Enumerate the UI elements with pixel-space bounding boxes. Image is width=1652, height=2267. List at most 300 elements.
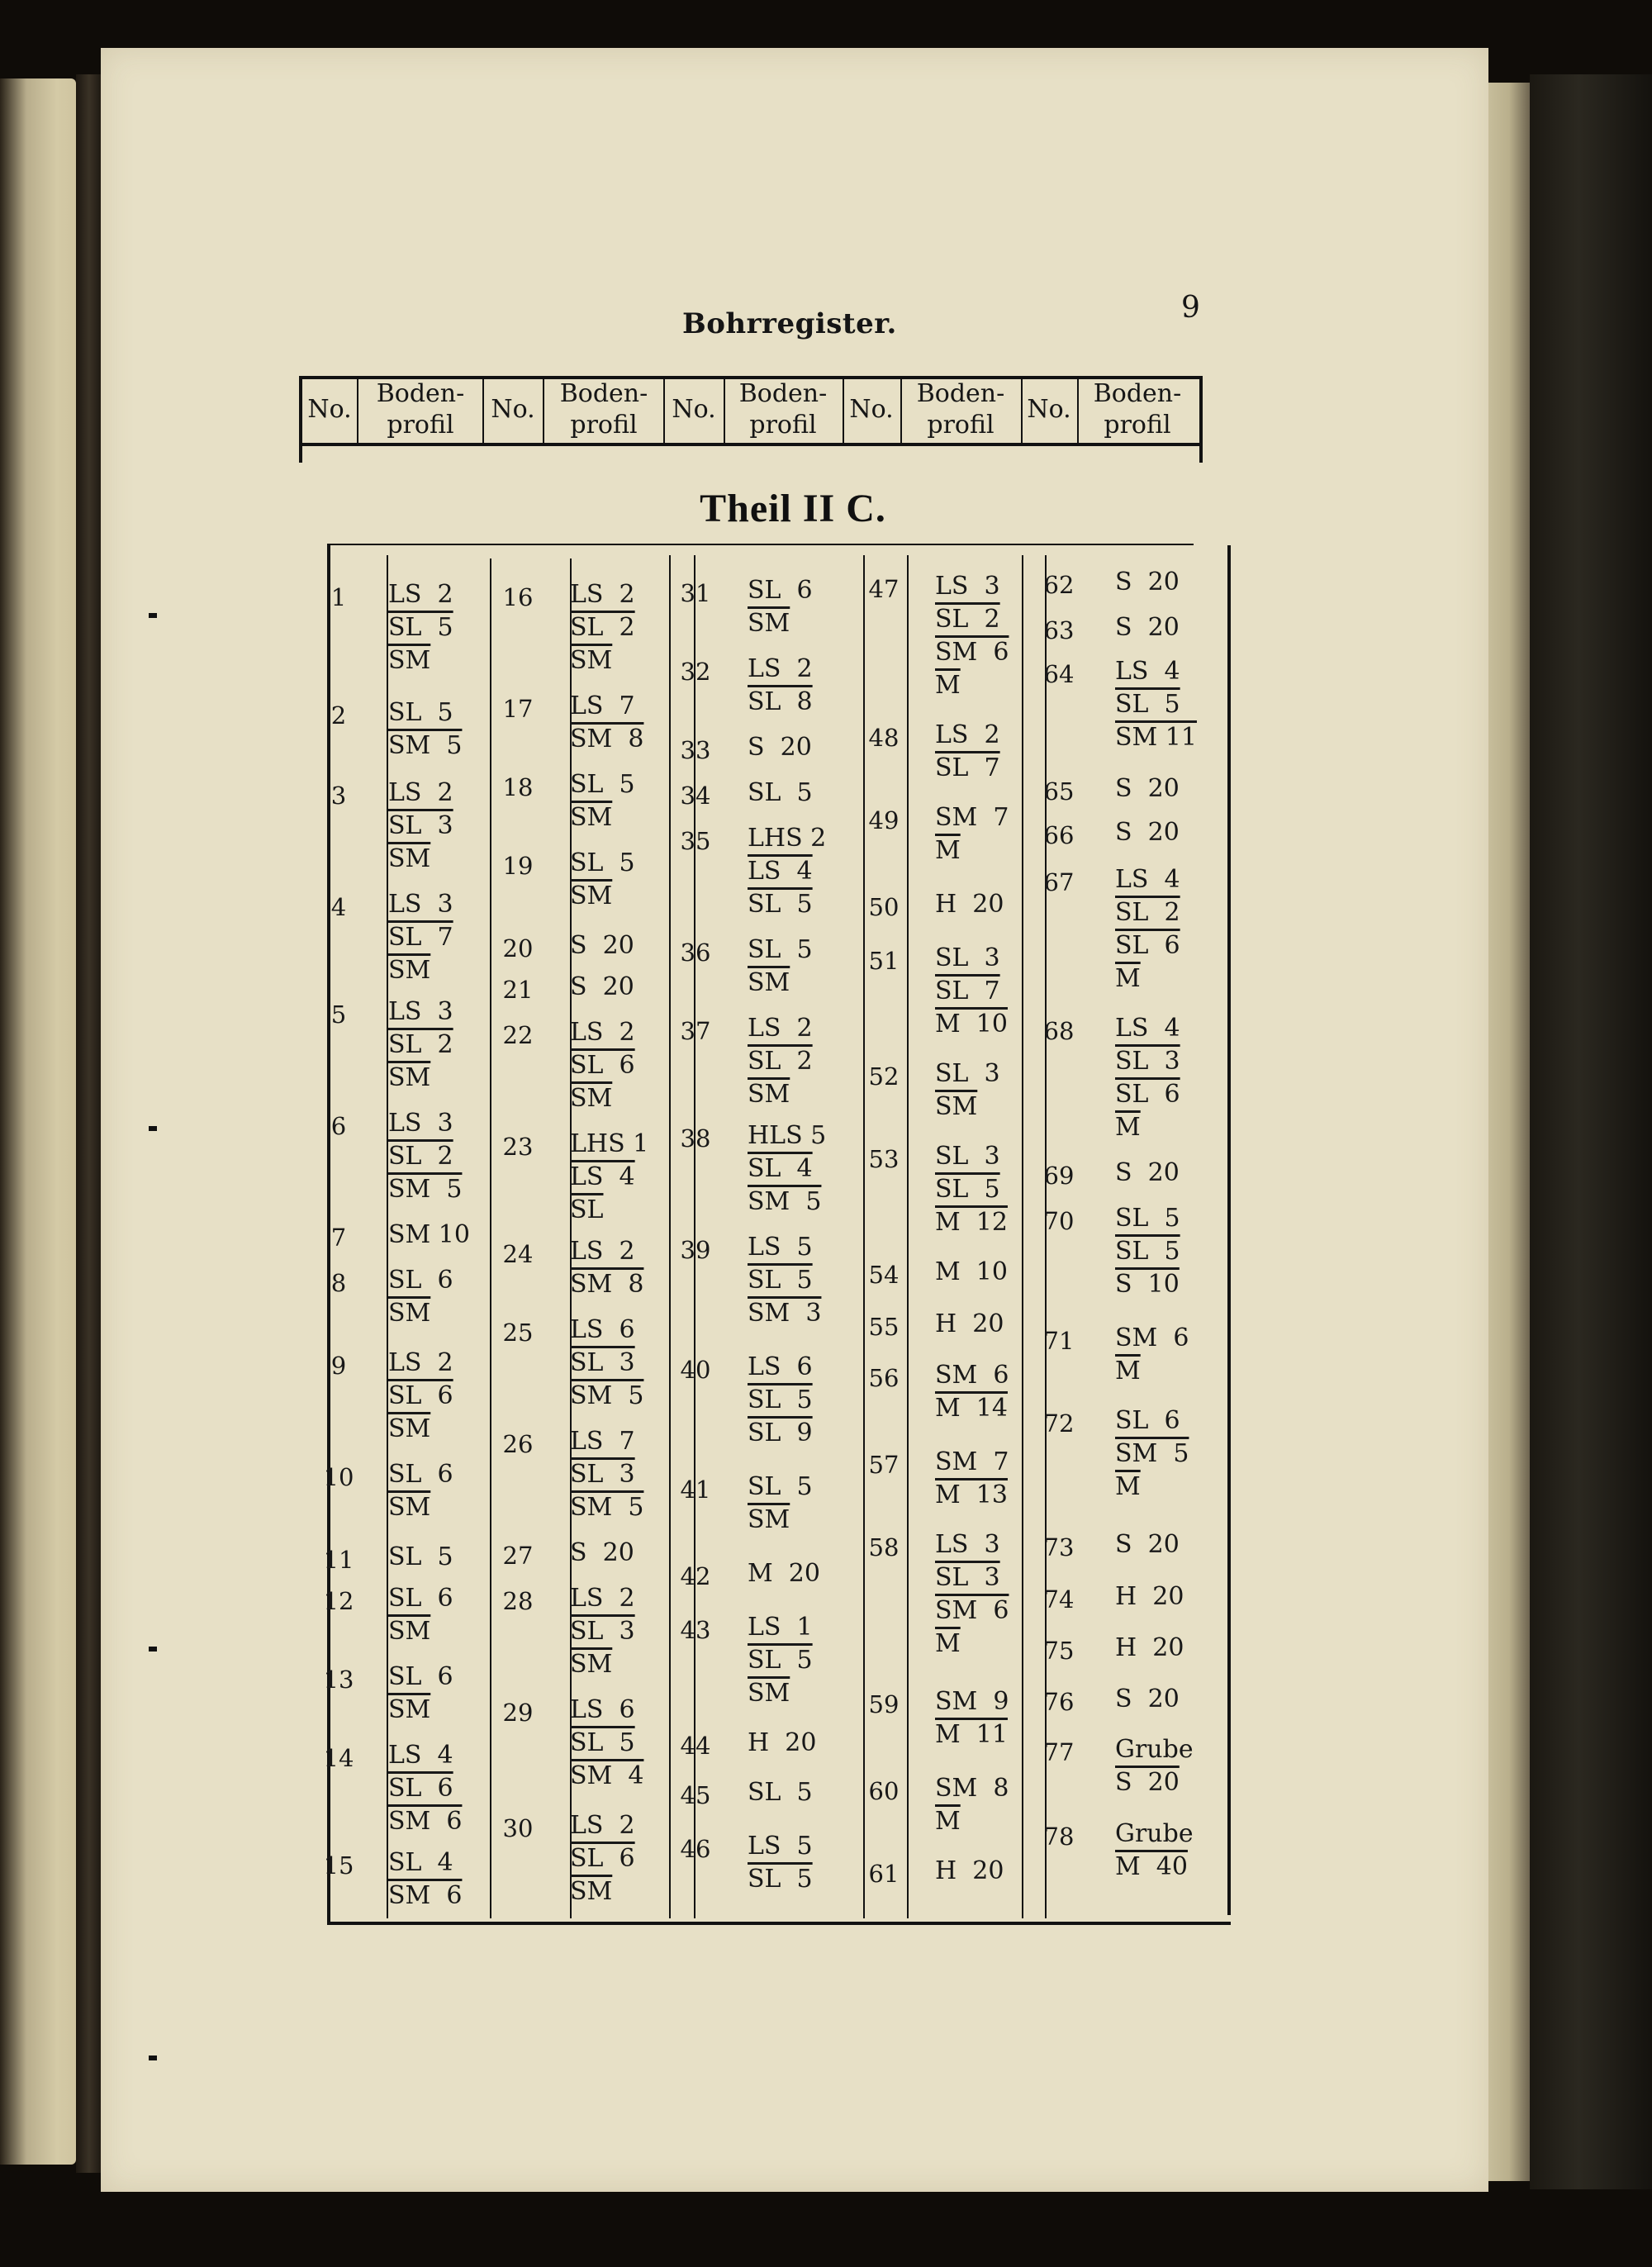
entry-profile bbox=[570, 1694, 643, 1793]
header-bodenprofil-1: Boden- profil bbox=[376, 379, 465, 440]
table-left-rule bbox=[299, 376, 302, 463]
header-bottom-rule bbox=[299, 443, 1199, 446]
profile-layer: H 20 bbox=[1115, 1582, 1184, 1611]
header-no-2: No. bbox=[491, 395, 535, 424]
entry-number: 47 bbox=[868, 575, 900, 603]
profile-layer: SL 5 bbox=[1115, 1204, 1180, 1233]
entry-profile bbox=[748, 1471, 813, 1537]
profile-layer: SM 11 bbox=[1115, 723, 1197, 752]
profile-layer: M 12 bbox=[935, 1208, 1008, 1237]
profile-layer: S 20 bbox=[1115, 1768, 1180, 1797]
entry-profile bbox=[388, 1661, 453, 1727]
profile-layer: SL 2 bbox=[935, 605, 1000, 634]
entry-profile bbox=[935, 1772, 1009, 1838]
entry-profile bbox=[570, 1809, 635, 1908]
profile-layer: SL 3 bbox=[935, 943, 1000, 972]
header-no-3: No. bbox=[672, 395, 716, 424]
entry-profile bbox=[570, 847, 635, 913]
entry-profile bbox=[748, 1776, 813, 1809]
entry-number: 64 bbox=[1043, 660, 1075, 688]
profile-layer: $\overline{SM}$ bbox=[388, 956, 431, 985]
entry-number: 61 bbox=[868, 1860, 900, 1888]
profile-layer: LS 1 bbox=[748, 1613, 813, 1642]
entry-number: 42 bbox=[680, 1562, 711, 1590]
profile-layer: H 20 bbox=[935, 890, 1004, 919]
entry-number: 53 bbox=[868, 1145, 900, 1173]
entry-number: 22 bbox=[502, 1021, 534, 1049]
profile-layer: SL 3 bbox=[570, 1348, 635, 1377]
profile-layer: SL 6 bbox=[388, 1266, 453, 1295]
profile-layer: LS 7 bbox=[570, 1427, 635, 1456]
profile-layer: LS 3 bbox=[935, 1530, 1000, 1559]
entry-profile bbox=[935, 1855, 1004, 1888]
header-no-1: No. bbox=[307, 395, 352, 424]
entry-profile bbox=[388, 888, 453, 987]
entry-profile bbox=[388, 1582, 453, 1648]
table-right-rule bbox=[1199, 376, 1203, 463]
entry-number: 15 bbox=[323, 1851, 354, 1880]
entry-number: 29 bbox=[502, 1699, 534, 1727]
entry-profile bbox=[1115, 816, 1180, 849]
profile-layer: $\overline{M}$ bbox=[1115, 1472, 1141, 1501]
profile-layer: SL 5 bbox=[1115, 1237, 1180, 1266]
profile-layer: $\overline{SM}$ bbox=[570, 1084, 613, 1113]
profile-layer: SL 3 bbox=[570, 1460, 635, 1489]
profile-layer: SL 6 bbox=[388, 1460, 453, 1489]
profile-layer: $\overline{SM}$ bbox=[748, 1080, 790, 1109]
profile-layer: SL 5 bbox=[388, 698, 453, 727]
entry-number: 39 bbox=[680, 1236, 711, 1264]
left-page-edge bbox=[0, 78, 76, 2165]
entry-profile bbox=[570, 971, 634, 1004]
header-bodenprofil-3: Boden- profil bbox=[738, 379, 828, 440]
entry-number: 71 bbox=[1043, 1327, 1075, 1355]
entry-profile bbox=[388, 1219, 470, 1252]
entry-number: 56 bbox=[868, 1364, 900, 1392]
profile-layer: $\overline{M}$ bbox=[1115, 1113, 1141, 1142]
profile-layer: $\overline{M}$ bbox=[935, 836, 961, 865]
profile-layer: H 20 bbox=[935, 1309, 1004, 1338]
profile-layer: SM 7 bbox=[935, 803, 1009, 832]
entry-number: 60 bbox=[868, 1777, 900, 1805]
entry-number: 23 bbox=[502, 1133, 534, 1161]
entry-profile bbox=[388, 1347, 453, 1446]
profile-layer: SM 7 bbox=[935, 1447, 1009, 1476]
entry-number: 1 bbox=[330, 583, 347, 611]
entry-profile bbox=[748, 574, 813, 640]
running-title: Bohrregister. bbox=[682, 307, 897, 340]
entry-number: 17 bbox=[502, 695, 534, 723]
entry-profile bbox=[748, 1611, 813, 1710]
profile-layer: SL 6 bbox=[388, 1584, 453, 1613]
section-rule bbox=[327, 544, 1194, 545]
profile-layer: LHS 1 bbox=[570, 1129, 649, 1158]
entry-number: 16 bbox=[502, 583, 534, 611]
entry-profile bbox=[1115, 863, 1180, 996]
profile-layer: SM 6 bbox=[935, 1596, 1009, 1625]
entry-profile bbox=[935, 942, 1008, 1041]
header-bodenprofil-2: Boden- profil bbox=[559, 379, 648, 440]
entry-number: 5 bbox=[330, 1000, 347, 1029]
profile-layer: SM 5 bbox=[570, 1493, 644, 1522]
profile-layer: SL 6 bbox=[388, 1662, 453, 1691]
profile-layer: LS 4 bbox=[1115, 865, 1180, 894]
entry-number: 43 bbox=[680, 1616, 711, 1644]
profile-layer: S 20 bbox=[1115, 1158, 1180, 1187]
profile-layer: $\overline{SM}$ bbox=[570, 646, 613, 675]
entry-profile bbox=[748, 1727, 816, 1760]
profile-layer: SL 4 bbox=[388, 1848, 453, 1877]
profile-layer: $\overline{SM}$ bbox=[388, 1063, 431, 1092]
profile-layer: SL 5 bbox=[570, 770, 635, 799]
profile-layer: $\overline{M}$ bbox=[935, 1629, 961, 1658]
profile-layer: $\overline{SM}$ bbox=[388, 1695, 431, 1724]
profile-layer: SM 6 bbox=[935, 638, 1009, 667]
entry-number: 36 bbox=[680, 939, 711, 967]
entry-profile bbox=[1115, 772, 1180, 806]
profile-layer: $\overline{SM}$ bbox=[748, 609, 790, 638]
entry-number: 2 bbox=[330, 701, 347, 730]
entry-profile bbox=[935, 1528, 1009, 1661]
entry-number: 70 bbox=[1043, 1207, 1075, 1235]
profile-layer: M 10 bbox=[935, 1257, 1008, 1286]
entry-profile bbox=[388, 1264, 453, 1330]
profile-layer: H 20 bbox=[748, 1728, 817, 1757]
profile-layer: SL 6 bbox=[748, 576, 813, 605]
profile-layer: SL 5 bbox=[748, 935, 813, 964]
entry-profile bbox=[570, 690, 643, 756]
entry-profile bbox=[570, 929, 634, 962]
entry-number: 37 bbox=[680, 1017, 711, 1045]
profile-layer: LS 3 bbox=[388, 997, 453, 1026]
profile-layer: LS 2 bbox=[388, 580, 453, 609]
entry-profile bbox=[935, 1140, 1008, 1239]
profile-layer: SM 8 bbox=[570, 1270, 644, 1299]
entry-profile bbox=[935, 888, 1004, 921]
table-bottom-rule bbox=[327, 1922, 1231, 1925]
profile-layer: SL 5 bbox=[748, 1778, 813, 1807]
profile-layer: S 20 bbox=[570, 1538, 634, 1567]
page-mark bbox=[149, 1647, 157, 1652]
profile-layer: LS 2 bbox=[388, 778, 453, 807]
entry-number: 3 bbox=[330, 782, 347, 810]
profile-layer: M 20 bbox=[748, 1559, 820, 1588]
profile-layer: S 20 bbox=[1115, 1685, 1180, 1713]
profile-layer: SL 5 bbox=[748, 1865, 813, 1894]
entry-number: 72 bbox=[1043, 1409, 1075, 1438]
entry-profile bbox=[935, 1685, 1009, 1751]
entry-number: 74 bbox=[1043, 1585, 1075, 1614]
profile-layer: SL 7 bbox=[935, 753, 1000, 782]
profile-layer: $\overline{M}$ bbox=[1115, 964, 1141, 993]
profile-layer: SM 10 bbox=[388, 1220, 470, 1249]
entry-number: 11 bbox=[323, 1546, 354, 1574]
entry-profile bbox=[935, 801, 1009, 867]
profile-layer: SL 5 bbox=[1115, 690, 1180, 719]
profile-layer: $\overline{SM}$ bbox=[570, 1650, 613, 1679]
entry-number: 68 bbox=[1043, 1017, 1075, 1045]
profile-layer: SL 6 bbox=[1115, 1406, 1180, 1435]
profile-layer: SM 9 bbox=[935, 1687, 1009, 1716]
entry-number: 4 bbox=[330, 893, 347, 921]
profile-layer: SL 3 bbox=[570, 1617, 635, 1646]
page-mark bbox=[149, 613, 157, 618]
entry-profile bbox=[935, 719, 1000, 785]
entry-number: 51 bbox=[868, 947, 900, 975]
header-column-rule bbox=[482, 378, 484, 446]
profile-layer: SL 7 bbox=[935, 977, 1000, 1005]
profile-layer: SL 5 bbox=[748, 1385, 813, 1414]
profile-layer: SM 5 bbox=[388, 1175, 463, 1204]
entry-profile bbox=[748, 1231, 821, 1330]
profile-layer: SM 5 bbox=[1115, 1439, 1189, 1468]
profile-layer: LS 4 bbox=[570, 1162, 635, 1191]
profile-layer: SL 6 bbox=[1115, 1080, 1180, 1109]
profile-layer: LS 7 bbox=[570, 692, 635, 720]
profile-layer: M 10 bbox=[935, 1010, 1008, 1038]
entry-number: 54 bbox=[868, 1261, 900, 1289]
profile-layer: $\overline{SM}$ bbox=[388, 1299, 431, 1328]
profile-layer: SL 2 bbox=[388, 1142, 453, 1171]
entry-number: 57 bbox=[868, 1451, 900, 1479]
entry-profile bbox=[1115, 1322, 1189, 1388]
profile-layer: $\overline{SM}$ bbox=[748, 1679, 790, 1708]
header-no-5: No. bbox=[1027, 395, 1071, 424]
entry-number: 19 bbox=[502, 852, 534, 880]
entry-profile bbox=[748, 653, 813, 719]
entry-profile bbox=[1115, 1404, 1189, 1504]
body-column-rule bbox=[1022, 555, 1023, 1918]
profile-layer: SM 8 bbox=[570, 725, 644, 753]
profile-layer: SL 6 bbox=[570, 1051, 635, 1080]
profile-layer: $\overline{SL}$ bbox=[570, 1195, 604, 1224]
profile-layer: LS 6 bbox=[570, 1315, 635, 1344]
entry-profile bbox=[388, 1458, 453, 1524]
profile-layer: LS 2 bbox=[570, 1584, 635, 1613]
entry-number: 44 bbox=[680, 1732, 711, 1760]
entry-profile bbox=[1115, 1632, 1184, 1665]
entry-number: 66 bbox=[1043, 821, 1075, 849]
profile-layer: HLS 5 bbox=[748, 1121, 827, 1150]
profile-layer: $\overline{SM}$ bbox=[748, 968, 790, 997]
table-right-rule bbox=[1227, 545, 1231, 1915]
profile-layer: SL 9 bbox=[748, 1419, 813, 1447]
profile-layer: SL 5 bbox=[388, 613, 453, 642]
entry-profile bbox=[748, 822, 826, 921]
profile-layer: $\overline{SM}$ bbox=[570, 1877, 613, 1906]
header-column-rule bbox=[663, 378, 665, 446]
header-column-rule bbox=[543, 378, 544, 446]
entry-number: 30 bbox=[502, 1814, 534, 1842]
profile-layer: $\overline{SM}$ bbox=[570, 882, 613, 910]
entry-profile bbox=[388, 1541, 453, 1574]
profile-layer: SL 3 bbox=[935, 1059, 1000, 1088]
entry-number: 75 bbox=[1043, 1637, 1075, 1665]
profile-layer: LS 2 bbox=[570, 1237, 635, 1266]
profile-layer: Grube bbox=[1115, 1735, 1194, 1764]
entry-number: 41 bbox=[680, 1476, 711, 1504]
entry-number: 77 bbox=[1043, 1738, 1075, 1766]
entry-number: 25 bbox=[502, 1319, 534, 1347]
entry-number: 55 bbox=[868, 1313, 900, 1341]
profile-layer: M 40 bbox=[1115, 1852, 1188, 1881]
entry-profile bbox=[388, 1739, 462, 1838]
profile-layer: LS 3 bbox=[388, 1109, 453, 1138]
entry-profile bbox=[1115, 1012, 1180, 1144]
entry-profile bbox=[1115, 655, 1197, 754]
profile-layer: H 20 bbox=[1115, 1633, 1184, 1662]
profile-layer: LS 4 bbox=[1115, 657, 1180, 686]
entry-number: 21 bbox=[502, 976, 534, 1004]
profile-layer: SM 8 bbox=[935, 1774, 1009, 1803]
entry-profile bbox=[388, 1846, 462, 1913]
entry-number: 13 bbox=[323, 1666, 354, 1694]
profile-layer: SL 5 bbox=[748, 1266, 813, 1295]
profile-layer: $\overline{SM}$ bbox=[388, 646, 431, 675]
profile-layer: LS 2 bbox=[570, 1018, 635, 1047]
entry-profile bbox=[570, 1128, 648, 1227]
entry-profile bbox=[570, 578, 635, 677]
profile-layer: SM 4 bbox=[570, 1761, 644, 1790]
profile-layer: LS 6 bbox=[748, 1352, 813, 1381]
profile-layer: LS 2 bbox=[748, 1014, 813, 1043]
entry-number: 62 bbox=[1043, 571, 1075, 599]
entry-profile bbox=[1115, 566, 1180, 599]
entry-number: 6 bbox=[330, 1112, 347, 1140]
profile-layer: M 13 bbox=[935, 1480, 1008, 1509]
profile-layer: SL 5 bbox=[570, 1728, 635, 1757]
entry-profile bbox=[570, 1016, 635, 1115]
entry-profile bbox=[1115, 1683, 1180, 1716]
profile-layer: $\overline{SM}$ bbox=[388, 844, 431, 873]
profile-layer: $\overline{SM}$ bbox=[388, 1414, 431, 1443]
header-column-rule bbox=[357, 378, 358, 446]
entry-number: 31 bbox=[680, 579, 711, 607]
entry-number: 35 bbox=[680, 827, 711, 855]
entry-number: 67 bbox=[1043, 868, 1075, 896]
profile-layer: SL 2 bbox=[1115, 898, 1180, 927]
entry-number: 63 bbox=[1043, 616, 1075, 644]
entry-profile bbox=[388, 1107, 462, 1206]
profile-layer: SL 8 bbox=[748, 687, 813, 716]
book-gutter bbox=[76, 74, 102, 2173]
entry-number: 28 bbox=[502, 1587, 534, 1615]
section-title: Theil II C. bbox=[700, 487, 886, 530]
page-mark bbox=[149, 2056, 157, 2060]
entry-number: 12 bbox=[323, 1587, 354, 1615]
entry-profile bbox=[748, 777, 813, 810]
entry-number: 40 bbox=[680, 1356, 711, 1384]
profile-layer: M 11 bbox=[935, 1720, 1008, 1749]
entry-number: 49 bbox=[868, 806, 900, 834]
profile-layer: LS 6 bbox=[570, 1695, 635, 1724]
profile-layer: $\overline{SM}$ bbox=[748, 1505, 790, 1534]
profile-layer: $\overline{SM}$ bbox=[388, 1617, 431, 1646]
entry-profile bbox=[1115, 1528, 1180, 1561]
entry-number: 50 bbox=[868, 893, 900, 921]
entry-number: 7 bbox=[330, 1224, 347, 1252]
profile-layer: LS 2 bbox=[935, 720, 1000, 749]
profile-layer: $\overline{SM}$ bbox=[935, 1092, 978, 1121]
entry-profile bbox=[570, 1235, 643, 1301]
profile-layer: SM 6 bbox=[388, 1807, 463, 1836]
entry-profile bbox=[935, 1359, 1009, 1425]
entry-profile bbox=[1115, 1202, 1180, 1301]
profile-layer: LS 2 bbox=[570, 1811, 635, 1840]
entry-profile bbox=[570, 768, 635, 834]
entry-number: 45 bbox=[680, 1781, 711, 1809]
profile-layer: LS 2 bbox=[570, 580, 635, 609]
profile-layer: S 20 bbox=[1115, 613, 1180, 642]
entry-profile bbox=[748, 1830, 813, 1896]
entry-number: 18 bbox=[502, 773, 534, 801]
profile-layer: LS 5 bbox=[748, 1233, 813, 1262]
entry-profile bbox=[935, 570, 1009, 702]
profile-layer: SL 3 bbox=[1115, 1047, 1180, 1076]
profile-layer: SL 6 bbox=[570, 1844, 635, 1873]
entry-number: 73 bbox=[1043, 1533, 1075, 1561]
entry-number: 76 bbox=[1043, 1688, 1075, 1716]
profile-layer: SL 2 bbox=[570, 613, 635, 642]
entry-number: 24 bbox=[502, 1240, 534, 1268]
profile-layer: LS 4 bbox=[388, 1741, 453, 1770]
entry-number: 38 bbox=[680, 1124, 711, 1153]
entry-number: 34 bbox=[680, 782, 711, 810]
page-number: 9 bbox=[1181, 291, 1200, 325]
profile-layer: SL 6 bbox=[1115, 931, 1180, 960]
entry-number: 14 bbox=[323, 1744, 354, 1772]
profile-layer: $\overline{SM}$ bbox=[570, 803, 613, 832]
entry-profile bbox=[935, 1057, 1000, 1124]
profile-layer: SL 5 bbox=[570, 848, 635, 877]
profile-layer: LS 2 bbox=[748, 654, 813, 683]
profile-layer: LHS 2 bbox=[748, 824, 827, 853]
book-cover bbox=[1530, 74, 1652, 2189]
profile-layer: S 20 bbox=[570, 931, 634, 960]
entry-profile bbox=[388, 696, 462, 763]
profile-layer: SL 3 bbox=[388, 811, 453, 840]
profile-layer: SL 3 bbox=[935, 1142, 1000, 1171]
profile-layer: $\overline{M}$ bbox=[1115, 1357, 1141, 1385]
entry-profile bbox=[570, 1314, 643, 1413]
profile-layer: S 20 bbox=[570, 972, 634, 1001]
entry-profile bbox=[748, 731, 812, 764]
entry-profile bbox=[935, 1256, 1008, 1289]
profile-layer: SM 5 bbox=[748, 1187, 822, 1216]
profile-layer: $\overline{M}$ bbox=[935, 1807, 961, 1836]
profile-layer: SL 2 bbox=[748, 1047, 813, 1076]
profile-layer: LS 5 bbox=[748, 1832, 813, 1861]
body-column-rule bbox=[490, 558, 491, 1918]
page-mark bbox=[149, 1126, 157, 1131]
entry-profile bbox=[748, 1119, 826, 1219]
entry-number: 27 bbox=[502, 1542, 534, 1570]
entry-number: 78 bbox=[1043, 1823, 1075, 1851]
profile-layer: SL 2 bbox=[388, 1030, 453, 1059]
entry-number: 46 bbox=[680, 1835, 711, 1863]
profile-layer: SM 6 bbox=[388, 1881, 463, 1910]
entry-profile bbox=[748, 1351, 813, 1450]
entry-number: 33 bbox=[680, 736, 711, 764]
entry-profile bbox=[570, 1425, 643, 1524]
profile-layer: SL 6 bbox=[388, 1774, 453, 1803]
profile-layer: SM 5 bbox=[388, 731, 463, 760]
entry-profile bbox=[388, 777, 453, 876]
entry-number: 59 bbox=[868, 1690, 900, 1718]
profile-layer: SL 6 bbox=[388, 1381, 453, 1410]
header-bodenprofil-5: Boden- profil bbox=[1093, 379, 1182, 440]
profile-layer: LS 2 bbox=[388, 1348, 453, 1377]
